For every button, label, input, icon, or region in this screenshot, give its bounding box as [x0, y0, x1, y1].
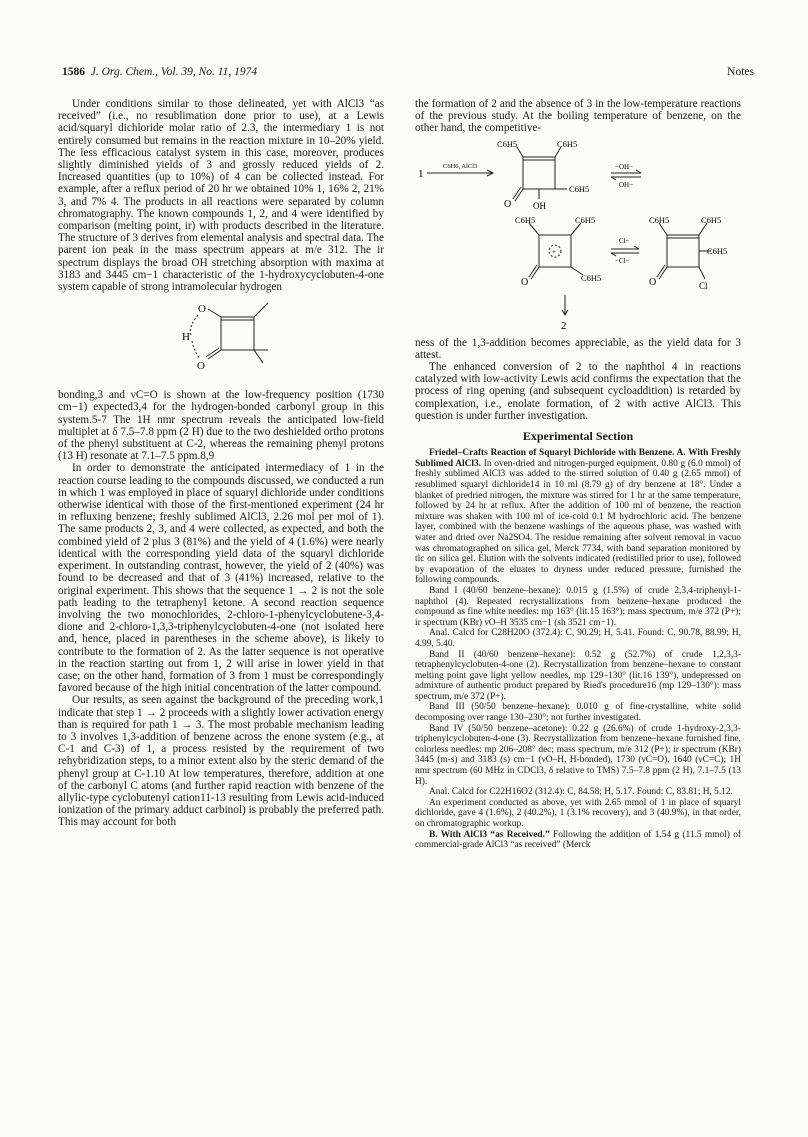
- compound-1-label: 1: [418, 167, 424, 180]
- paragraph: Band IV (50/50 benzene–acetone): 0.22 g (26.6%) of crude 1-hydroxy-2,3,3-triphenylcyclobuten-4-one (3). Recrystallization from benzene–hexane furnished fine, colorless needles: mp 206–208° dec; mass spectrum, m/e 312 (P+); ir spectrum (KBr) 3445 (m-s) and 3183 (s) cm−1 (νO–H, H-bonded), 1730 (νC=O), 1640 (νC=C); 1H nmr spectrum (60 MHz in CDCl3, δ relative to TMS) 7.5–7.8 ppm (2 H), 7.1–7.5 (13 H).: [415, 723, 741, 787]
- phenyl-label: C6H5: [557, 138, 578, 149]
- paragraph: An experiment conducted as above, yet with 2.65 mmol of 1 in place of squaryl dichloride, gave 4 (1.6%), 2 (40.2%), 1 (3.1% recovery), and 3 (40.9%), in that order, on chromatographic workup.: [415, 797, 741, 830]
- phenyl-label: C6H5: [497, 138, 518, 149]
- hbond-o1: O: [198, 303, 206, 316]
- hydroxide-label: OH−: [619, 180, 634, 189]
- paragraph: Anal. Calcd for C22H16O2 (312.4): C, 84.58; H, 5.17. Found: C, 83.81; H, 5.12.: [429, 787, 733, 798]
- phenyl-label: C6H5: [581, 272, 602, 283]
- paragraph: Band III (50/50 benzene–hexane): 0.010 g of fine-crystalline, white solid decomposing over range 130–230°; not further investigated.: [415, 702, 741, 724]
- hbond-h: H: [182, 331, 190, 344]
- page-header: [62, 66, 754, 82]
- paragraph: The enhanced conversion of 2 to the naphthol 4 in reactions catalyzed with low-activity Lewis acid confirms the expectation that the process of ring opening (and subsequent cycloaddition) is retarded by complexation, i.e., enolate formation, of 2 with active AlCl3. This question is under further investigation.: [415, 361, 741, 422]
- cation-plus-label: +: [552, 247, 556, 256]
- page-number: 1586: [62, 66, 85, 78]
- hbond-structure-drawing: [58, 295, 384, 383]
- paragraph: the formation of 2 and the absence of 3 in the low-temperature reactions of the previous study. At the boiling temperature of benzene, on the other hand, the competitive-: [415, 98, 741, 135]
- hbond-structure-figure: [58, 295, 384, 383]
- paragraph: In order to demonstrate the anticipated intermediacy of 1 in the reaction course leading to the compounds discussed, we conducted a run in which 1 was employed in place of squaryl dichloride under conditions otherwise identical with those of the first-mentioned experiment (24 hr in refluxing benzene; freshly sublimed AlCl3, 2.26 mol per mol of 1). The same products 2, 3, and 4 were collected, as expected, and both the combined yield of 2 plus 3 (81%) and the yield of 4 (1.6%) were nearly identical with the corresponding yield data of the squaryl dichloride experiment. In outstanding contrast, however, the yield of 2 (40%) was found to be decreased and that of 3 (41%) increased, relative to the original experiment. This shows that the sequence 1 → 2 is not the sole path leading to the tetraphenyl ketone. A second reaction sequence involving the two monochlorides, 2-chloro-1-phenylcyclobutene-3,4-dione and 2-chloro-1,3,3-triphenylcyclobuten-4-one (not isolated here and, hence, placed in parentheses in the scheme above), is likely to contribute to the formation of 2. As the latter sequence is not operative in the reaction starting out from 1, 2 will arise in lower yield in that case; on the other hand, formation of 3 from 1 must be correspondingly favored because of the high initial concentration of the latter compound.: [58, 462, 384, 695]
- left-column: [58, 98, 384, 829]
- oxygen-label: O: [521, 276, 529, 288]
- experimental-section: [415, 448, 741, 851]
- phenyl-label: C6H5: [707, 245, 728, 256]
- paragraph: Following the addition of 1.54 g (11.5 mmol) of commercial-grade AlCl3 “as received” (Merck: [415, 829, 742, 851]
- paragraph: bonding,3 and νC=O is shown at the low-frequency position (1730 cm−1) expected3,4 for the hydrogen-bonded carbonyl group in this system.5-7 The 1H nmr spectrum reveals the anticipated low-field multiplet at δ 7.5–7.8 ppm (2 H) due to the two deshielded ortho protons of the phenyl substituent at C-2, whereas the remaining phenyl protons (13 H) resonate at 7.1–7.5 ppm.8,9: [58, 389, 384, 463]
- journal-citation: J. Org. Chem., Vol. 39, No. 11, 1974: [90, 66, 258, 78]
- subsection-heading: B. With AlCl3 “as Received.”: [429, 829, 550, 840]
- paragraph: Anal. Calcd for C28H20O (372.4): C, 90.29; H, 5.41. Found: C, 90.78, 88.99; H, 4.99, 5.40.: [415, 628, 741, 649]
- minus-hydroxide-label: −OH−: [615, 162, 634, 171]
- hbond-o2: O: [197, 360, 205, 373]
- phenyl-label: C6H5: [515, 214, 536, 225]
- oxygen-label: O: [504, 198, 512, 210]
- right-column: [415, 98, 741, 851]
- paragraph: Band I (40/60 benzene–hexane): 0.015 g (1.5%) of crude 2,3,4-triphenyl-1-naphthol (4). Repeated recrystallizations from benzene–hexane produced the compound as fine white needles: mp 163° (lit.15 163°); mass spectrum, m/e 372 (P+); ir spectrum (KBr) νO–H 3535 cm−1 (sh 3521 cm−1).: [415, 585, 741, 628]
- paragraph: Band II (40/60 benzene–hexane): 0.52 g (52.7%) of crude 1,2,3,3-tetraphenylcyclobuten-4-one (2). Recrystallization from benzene–hexane to constant melting point gave light yellow needles, mp 129–130° (lit.16 139°), undepressed on admixture of authentic product prepared by Ried's procedure16 (mp 129–130°): mass spectrum, m/e 372 (P+).: [415, 649, 741, 702]
- phenyl-label: C6H5: [701, 214, 722, 225]
- experimental-section-title: Experimental Section: [522, 429, 634, 444]
- phenyl-label: C6H5: [575, 214, 596, 225]
- paragraph: Under conditions similar to those delineated, yet with AlCl3 “as received” (i.e., no resublimation done prior to use), at a Lewis acid/squaryl dichloride molar ratio of 2.3, the intermediary 1 is not entirely consumed but remains in the reaction mixture in 10–20% yield. The less efficacious catalyst system in this case, moreover, produces slightly diminished yields of 3 and grossly reduced yields of 2. Increased quantities (up to 10%) of 4 can be collected instead. For example, after a reflux period of 20 hr we obtained 10% 1, 16% 2, 21% 3, and 7% 4. The products in all reactions were separated by column chromatography. The known compounds 1, 2, and 4 were identified by comparison (melting point, ir) with products described in the literature. The structure of 3 derives from elemental analysis and spectral data. The parent ion peak in the mass spectrum appears at m/e 312. The ir spectrum displays the broad OH stretching absorption with maxima at 3183 and 3445 cm−1 characteristic of the 1-hydroxycyclobuten-4-one system capable of strong intramolecular hydrogen: [58, 98, 384, 294]
- chlorine-label: Cl: [699, 280, 708, 291]
- phenyl-label: C6H5: [649, 214, 670, 225]
- header-left: [62, 66, 257, 78]
- section-label: Notes: [727, 66, 754, 78]
- paragraph: In oven-dried and nitrogen-purged equipment, 0.80 g (6.0 mmol) of freshly sublimed AlCl3 was added to the stirred solution of 0.40 g (2.65 mmol) of resublimed squaryl dichloride14 in 10 ml (8.79 g) of dry benzene at 18°. Under a blanket of predried nitrogen, the mixture was stirred for 1 hr at the same temperature, followed by 24 hr at reflux. After the addition of 100 ml of benzene, the reaction mixture was shaken with 100 ml of ice-cold 0.1 M hydrochloric acid. The benzene layer, combined with the benzene washings of the aqueous phase, was washed with water and dried over Na2SO4. The residue remaining after solvent removal in vacuo was chromatographed on silica gel, Merck 7734, with band separation monitored by tlc on silica gel. Elution with the solvents indicated (redistilled prior to use), followed by evaporation of the eluates to dryness under reduced pressure, furnished the following compounds.: [415, 458, 741, 586]
- chloride-label: Cl−: [619, 236, 630, 245]
- subsection-heading: Friedel–Crafts Reaction of Squaryl Dichloride with Benzene. A. With Freshly Sublimed AlCl3.: [415, 448, 741, 469]
- oxygen-label: O: [649, 276, 657, 288]
- phenyl-label: C6H5: [569, 183, 590, 194]
- reagent-label: C6H6, AlCl3: [443, 162, 478, 170]
- paragraph: ness of the 1,3-addition becomes appreciable, as the yield data for 3 attest.: [415, 336, 741, 361]
- reaction-scheme-figure: [415, 137, 741, 333]
- compound-2-label: 2: [561, 319, 567, 332]
- reaction-scheme-drawing: [415, 137, 741, 333]
- minus-chloride-label: −Cl−: [615, 256, 630, 265]
- paragraph: Our results, as seen against the background of the preceding work,1 indicate that step 1 → 2 proceeds with a slightly lower activation energy than is required for path 1 → 3. The most probable mechanism leading to 3 involves 1,3-addition of benzene across the enone system (e.g., at C-1 and C-3) of 1, a process resisted by the requirement of two rehybridization steps, to a minor extent also by the steric demand of the phenyl group at C-1.10 At low temperatures, therefore, addition at one of the carbonyl C atoms (and further rapid reaction with benzene of the allylic-type cyclobutenyl cation11-13 resulting from Lewis acid-induced ionization of the primary adduct carbinol) is probably the preferred path. This may account for both: [58, 694, 384, 829]
- hydroxyl-label: OH: [533, 200, 546, 211]
